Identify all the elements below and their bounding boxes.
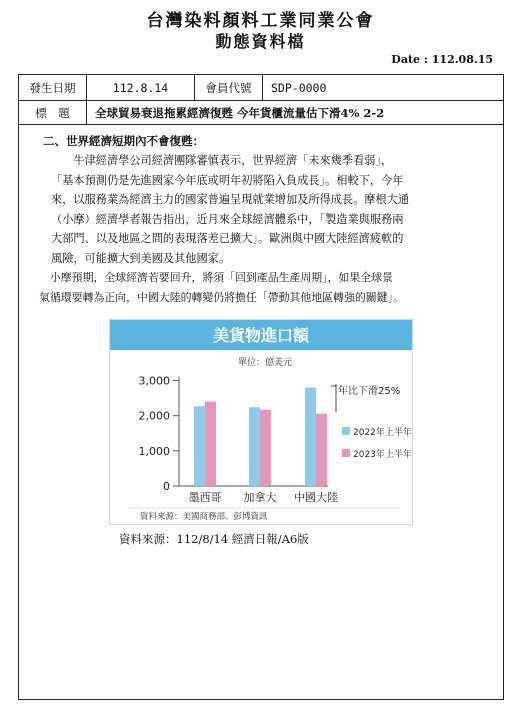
member-code-label: [195, 75, 263, 100]
subject-label: [19, 101, 87, 124]
bar-chart: [110, 320, 412, 524]
bar-2022: [194, 406, 205, 486]
legend-label: 2023年上半年: [353, 450, 412, 460]
chart-title: 美貨物進口額: [212, 326, 310, 345]
y-tick-label: 3,000: [138, 374, 170, 388]
x-tick-label: 加拿大: [243, 491, 277, 504]
chart-container: [109, 319, 413, 525]
para2-line: 小摩預期，全球經濟若要回升，將須「回到產品生產周期」，如果全球景: [39, 271, 393, 284]
chart-source: 資料來源：美國商務部、彭博資訊: [140, 512, 268, 522]
legend-label: 2022年上半年: [353, 428, 412, 438]
chart-unit: 單位：億美元: [237, 358, 293, 368]
y-tick-label: 2,000: [138, 409, 170, 423]
member-code-label-text: 會員代號: [205, 80, 252, 95]
annotation-text: 年比下滑25%: [338, 386, 401, 397]
document-frame: [18, 74, 504, 700]
issue-date-label: [19, 75, 87, 100]
bar-2023: [205, 402, 216, 486]
issue-date-value: [87, 75, 195, 100]
bar-2023: [316, 414, 327, 486]
y-tick-label: 0: [163, 480, 170, 493]
bar-2022: [305, 388, 316, 486]
document-date: Date : 112.08.15: [391, 53, 493, 66]
x-tick-label: 中國大陸: [294, 491, 338, 504]
para1-line: 「基本預測仍是先進國家今年底或明年初將陷入負成長」。相較下，今年: [51, 173, 404, 187]
member-code-value: [263, 75, 503, 100]
info-row: [19, 75, 503, 101]
y-tick-label: 1,000: [138, 444, 170, 458]
document-title: 動態資料檔: [215, 32, 306, 51]
para1-line: 大部門、以及地區之間的表現落差已擴大」。歐洲與中國大陸經濟疲軟的: [51, 232, 404, 245]
subject-value: [87, 101, 505, 124]
paragraph-2: [39, 268, 509, 307]
association-title: 台灣染料顏料工業同業公會: [146, 11, 375, 31]
section-heading: 二、世界經濟短期內不會復甦：: [43, 134, 204, 148]
footer-source: 資料來源：112/8/14 經濟日報/A6版: [119, 532, 309, 546]
legend-swatch: [342, 427, 350, 435]
issue-date-text: 112.8.14: [112, 80, 169, 95]
subject-label-text: 標 題: [35, 105, 70, 120]
member-code-text: SDP-0000: [271, 80, 327, 95]
para1-line: （小摩）經濟學者報告指出，近月來全球經濟體系中，「製造業與服務兩: [51, 212, 404, 226]
x-tick-label: 墨西哥: [188, 491, 222, 504]
para1-line: 風險，可能擴大到美國及其他國家。: [51, 251, 231, 265]
subject-row: [19, 101, 503, 125]
para1-line: 牛津經濟學公司經濟團隊審慎表示，世界經濟「未來幾季看弱」，: [51, 154, 393, 167]
issue-date-label-text: 發生日期: [29, 80, 76, 95]
para1-line: 來，以服務業為經濟主力的國家普遍呈現就業增加及所得成長。摩根大通: [51, 193, 410, 206]
bar-2023: [260, 410, 271, 486]
legend-swatch: [342, 449, 350, 457]
paragraph-1: [51, 151, 501, 268]
bar-2022: [249, 407, 260, 486]
para2-line: 氣循環要轉為正向，中國大陸的轉變仍將擔任「帶動其他地區轉強的關鍵」。: [39, 290, 404, 304]
subject-text: 全球貿易衰退拖累經濟復甦 今年貨櫃流量估下滑4% 2-2: [95, 105, 385, 120]
